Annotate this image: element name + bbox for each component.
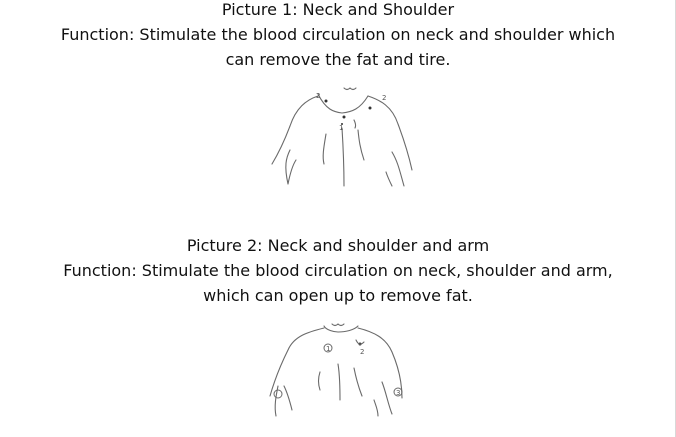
picture-1-function-line-2: can remove the fat and tire. [225, 50, 451, 69]
acupoint-mark-1: 1 [326, 345, 331, 353]
acupoint-mark-2: 2 [360, 348, 365, 356]
acupoint-mark-right: 2 [382, 94, 387, 102]
picture-2-function-line-2: which can open up to remove fat. [203, 286, 473, 305]
neck-shoulder-arm-sketch [262, 320, 412, 424]
picture-2-title: Picture 2: Neck and shoulder and arm [186, 236, 490, 255]
acupoint-mark-left: 2 [316, 92, 321, 100]
picture-2-caption [0, 233, 676, 308]
picture-1-caption [0, 0, 676, 72]
neck-shoulder-sketch [268, 84, 418, 192]
picture-1-title: Picture 1: Neck and Shoulder [221, 0, 455, 19]
picture-2-function-line-1: Function: Stimulate the blood circulation on neck, shoulder and arm, [63, 261, 613, 280]
acupoint-mark-center: 1 [339, 124, 344, 132]
acupoint-mark-3: 3 [396, 389, 401, 397]
picture-1-function-line-1: Function: Stimulate the blood circulation on neck and shoulder which [60, 25, 616, 44]
